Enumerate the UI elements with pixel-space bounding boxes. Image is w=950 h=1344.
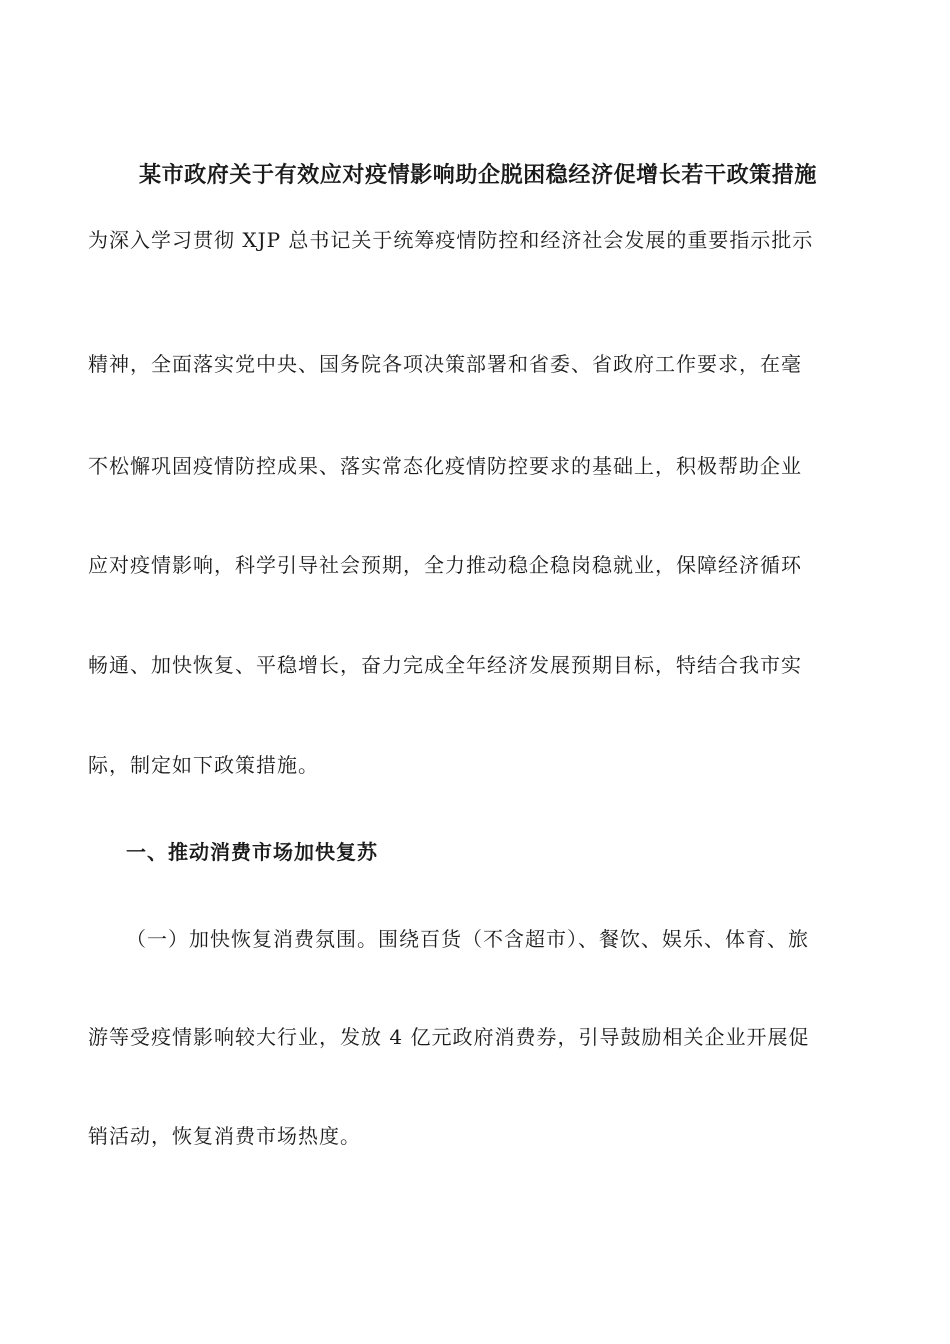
item-line-1: （一）加快恢复消费氛围。围绕百货（不含超市）、餐饮、娱乐、体育、旅 — [126, 927, 809, 951]
intro-line-6: 际，制定如下政策措施。 — [88, 753, 319, 777]
intro-line-2: 精神，全面落实党中央、国务院各项决策部署和省委、省政府工作要求，在毫 — [88, 352, 802, 376]
intro-line-5: 畅通、加快恢复、平稳增长，奋力完成全年经济发展预期目标，特结合我市实 — [88, 653, 802, 677]
section-heading: 一、推动消费市场加快复苏 — [126, 840, 378, 864]
document-title: 某市政府关于有效应对疫情影响助企脱困稳经济促增长若干政策措施 — [138, 162, 817, 188]
item-line-3: 销活动，恢复消费市场热度。 — [88, 1124, 361, 1148]
intro-line-4: 应对疫情影响，科学引导社会预期，全力推动稳企稳岗稳就业，保障经济循环 — [88, 553, 802, 577]
intro-line-3: 不松懈巩固疫情防控成果、落实常态化疫情防控要求的基础上，积极帮助企业 — [88, 454, 802, 478]
item-line-2: 游等受疫情影响较大行业，发放 4 亿元政府消费券，引导鼓励相关企业开展促 — [88, 1025, 810, 1049]
intro-line-1: 为深入学习贯彻 XJP 总书记关于统筹疫情防控和经济社会发展的重要指示批示 — [88, 228, 814, 252]
